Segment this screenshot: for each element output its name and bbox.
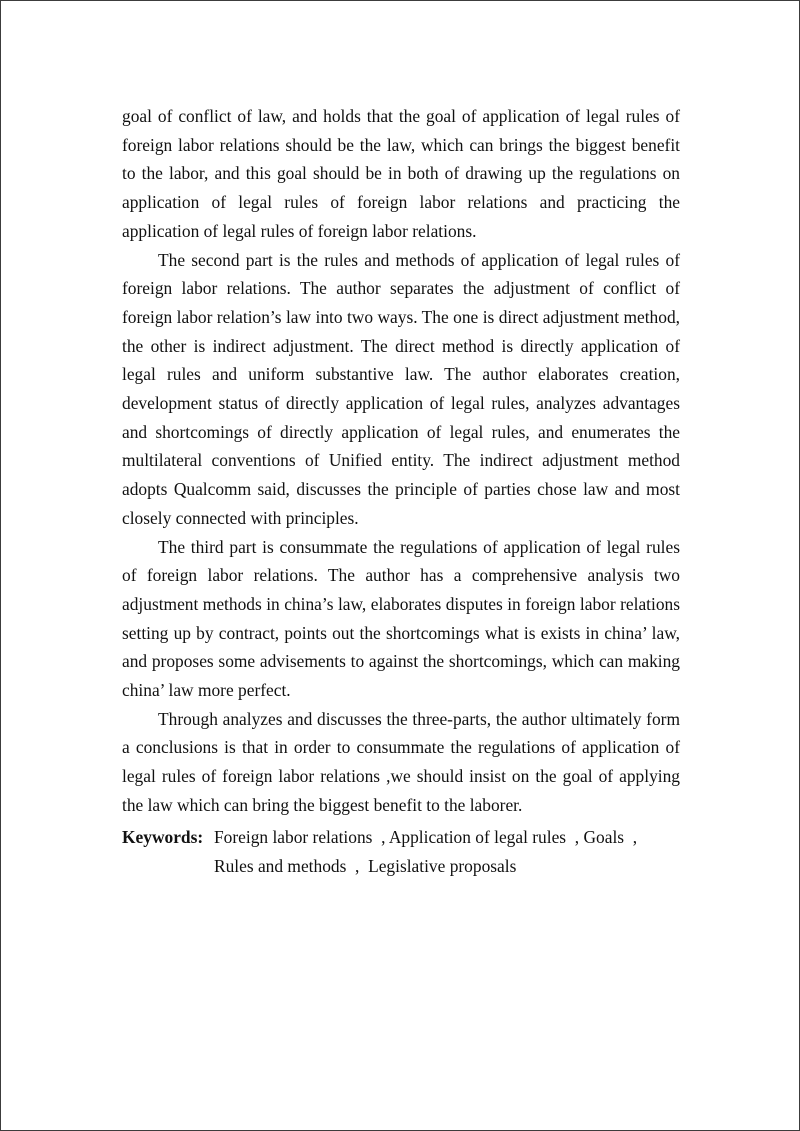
keywords-line-1: Foreign labor relations , Application of legal rules , Goals , xyxy=(214,826,638,847)
document-body xyxy=(122,102,680,881)
keywords-section xyxy=(122,823,680,881)
paragraph-4: Through analyzes and discusses the three-parts, the author ultimately form a conclusions is that in order to consummate the regulations of application of legal rules of foreign labor relations ,we should insist on the goal of applying the law which can bring the biggest benefit to the laborer. xyxy=(122,708,680,815)
paragraph-1: goal of conflict of law, and holds that the goal of application of legal rules of foreign labor relations should be the law, which can brings the biggest benefit to the labor, and this goal should be in both of drawing up the regulations on application of legal rules of foreign labor relations and practicing the application of legal rules of foreign labor relations. xyxy=(122,106,680,241)
keywords-list xyxy=(214,823,680,881)
keywords-line-2: Rules and methods , Legislative proposals xyxy=(214,855,517,876)
paragraph-3: The third part is consummate the regulations of application of legal rules of foreign labor relations. The author has a comprehensive analysis two adjustment methods in china’s law, elaborates disputes in foreign labor relations setting up by contract, points out the shortcomings what is exists in china’ law, and proposes some advisements to against the shortcomings, which can making china’ law more perfect. xyxy=(122,536,680,701)
keywords-label: Keywords: xyxy=(122,826,204,847)
paragraph-2: The second part is the rules and methods of application of legal rules of foreign labor relations. The author separates the adjustment of conflict of foreign labor relation’s law into two ways. The one is direct adjustment method, the other is indirect adjustment. The direct method is directly application of legal rules and uniform substantive law. The author elaborates creation, development status of directly application of legal rules, analyzes advantages and shortcomings of directly application of legal rules, and enumerates the multilateral conventions of Unified entity. The indirect adjustment method adopts Qualcomm said, discusses the principle of parties chose law and most closely connected with principles. xyxy=(122,249,680,528)
